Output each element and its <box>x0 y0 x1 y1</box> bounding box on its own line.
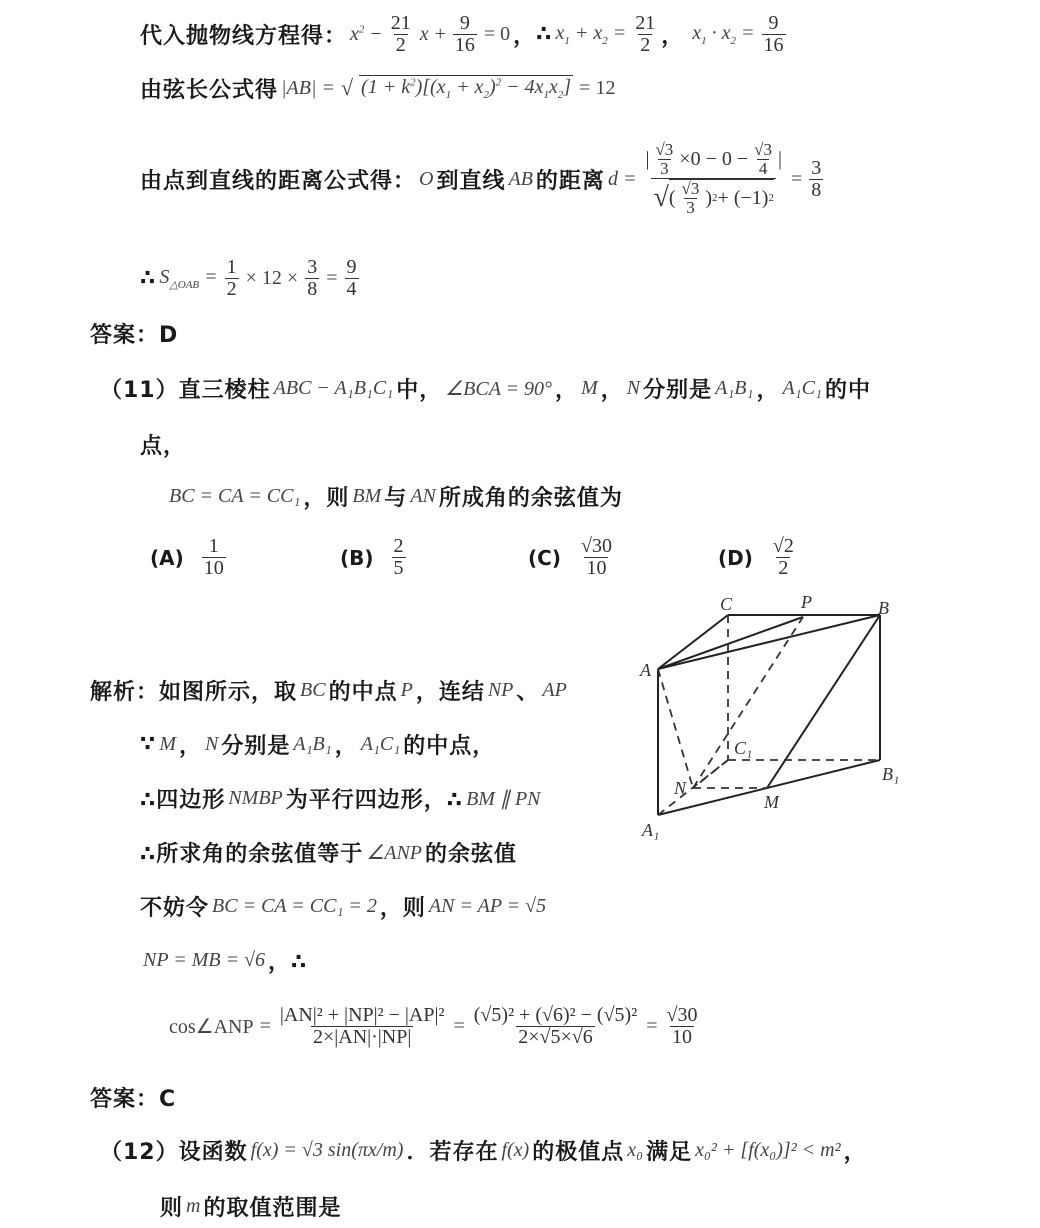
math-O: O <box>419 167 434 190</box>
math-P: P <box>400 678 413 701</box>
analysis-line-4 <box>140 834 517 870</box>
because-symbol: ∵ <box>140 731 157 757</box>
label-A1: A₁ <box>642 820 660 840</box>
label-C: C <box>720 594 733 614</box>
math-parallel: BM ∥ PN <box>466 787 541 810</box>
question-11-line-3 <box>166 478 623 514</box>
minus: − <box>370 22 382 45</box>
answer-label: 答案：C <box>90 1086 177 1112</box>
fraction-cos-law: $\frac{\text{|AN|² + |NP|² − |AP|²}}{2\times|AN|\cdot|NP|}$ <box>279 1003 445 1048</box>
math-eq: NP = MB = √6 <box>143 948 266 971</box>
fraction-1-2: $\frac{1}{2}$ <box>226 255 237 300</box>
label-P: P <box>801 592 812 612</box>
math-area: $S_{\triangle OAB}$ = <box>159 265 218 291</box>
prism-diagram <box>636 592 906 852</box>
math-abs-ab: |AB| = <box>281 76 335 99</box>
text: 的余弦值 <box>425 841 518 867</box>
text: ，∴ <box>268 949 308 975</box>
text: 点， <box>140 433 187 459</box>
comma: ， <box>334 733 358 759</box>
math-cos: cos∠ANP <box>169 1015 254 1038</box>
text: 为平行四边形，∴ <box>285 787 464 813</box>
text: 与 <box>384 485 408 511</box>
analysis-line-7 <box>166 996 703 1056</box>
fraction-21-2: $\frac{21}{2}$ <box>390 11 411 56</box>
option-label: (C) <box>528 545 561 570</box>
fraction-3-8: $\frac{3}{8}$ <box>307 255 318 300</box>
text: 分别是 <box>643 377 713 403</box>
math-M: M <box>581 376 598 399</box>
label-N: N <box>674 778 687 798</box>
answer-d <box>90 316 178 350</box>
answer-label: 答案：D <box>90 322 179 348</box>
analysis-line-5 <box>140 888 549 924</box>
comma: ， <box>756 377 780 403</box>
text: ．若存在 <box>406 1139 499 1165</box>
label-M: M <box>764 792 779 812</box>
comma: ， <box>178 733 202 759</box>
text: 的中点， <box>403 733 496 759</box>
label-A: A <box>640 660 651 680</box>
math-x-squared: $x^2$ <box>350 22 365 45</box>
math-A1C1: A₁C₁ <box>360 732 401 755</box>
math-inequality: x₀² + [f(x₀)]² < m² <box>695 1138 841 1161</box>
text: 则 <box>160 1195 184 1221</box>
math-BC: BC <box>300 678 326 701</box>
text: 代入抛物线方程得： <box>140 23 348 49</box>
solution-line-1 <box>140 8 790 60</box>
equals: = <box>646 1014 658 1037</box>
math-NMBP: NMBP <box>228 786 283 809</box>
math-AB: AB <box>508 167 533 190</box>
comma: ， <box>600 377 624 403</box>
text: 满足 <box>646 1139 693 1165</box>
math-AP: AP <box>542 678 567 701</box>
option-label: (A) <box>150 545 184 570</box>
math-N: N <box>205 732 219 755</box>
option-label: (D) <box>718 545 753 570</box>
fraction-9-16: $\frac{9}{16}$ <box>454 11 475 56</box>
text: 由弦长公式得 <box>140 77 279 103</box>
fraction-result: $\frac{√30}{10}$ <box>666 1003 698 1048</box>
math-sum: $x_1 + x_2$ = <box>555 21 627 47</box>
question-number: （12） <box>100 1139 179 1165</box>
text: ， <box>843 1139 867 1165</box>
math-d: d = <box>607 167 637 190</box>
question-11-line-1 <box>100 370 871 406</box>
option-c <box>528 536 618 579</box>
math-fx: f(x) <box>501 1138 530 1161</box>
option-value: $\frac{1}{10}$ <box>203 535 224 579</box>
comma: ， <box>661 23 685 49</box>
option-b <box>340 536 410 579</box>
math-x: x <box>419 22 429 45</box>
analysis-line-1 <box>90 672 570 708</box>
text: 解析：如图所示，取 <box>90 679 298 705</box>
label-C1: C₁ <box>734 738 753 758</box>
text: ，则 <box>379 895 426 921</box>
text: 的距离 <box>535 168 605 194</box>
math-x0: x₀ <box>627 1138 644 1161</box>
equals: = <box>791 167 803 190</box>
fraction-distance: | $\frac{√3}{3}$ ×0 − 0 − $\frac{√3}{4}$ | √ ( $\frac{√3}{3}$ ) 2 + (−1) 2 <box>645 140 782 217</box>
math-N: N <box>626 376 641 399</box>
fraction-21-2b: $\frac{21}{2}$ <box>635 11 656 56</box>
analysis-line-2 <box>140 726 495 762</box>
text: ，连结 <box>415 679 485 705</box>
solution-line-4 <box>140 250 363 306</box>
text: ，则 <box>303 485 350 511</box>
question-12-line-1 <box>100 1130 867 1170</box>
math-function: f(x) = √3 sin(πx/m) <box>250 1138 404 1161</box>
fraction-3-8: $\frac{3}{8}$ <box>811 156 822 201</box>
text: ， <box>555 377 579 403</box>
math-BM: BM <box>352 484 382 507</box>
math-eq1: BC = CA = CC₁ = 2 <box>212 894 377 917</box>
text: ∴所求角的余弦值等于 <box>140 841 364 867</box>
option-value: $\frac{√2}{2}$ <box>772 535 794 579</box>
text: 的取值范围是 <box>203 1195 342 1221</box>
question-12-line-2 <box>160 1188 341 1224</box>
text: 到直线 <box>436 168 506 194</box>
analysis-line-3 <box>140 780 544 816</box>
text: 不妨令 <box>140 895 210 921</box>
text: 的极值点 <box>532 1139 625 1165</box>
text: 的中点 <box>328 679 398 705</box>
math-eq2: AN = AP = √5 <box>428 894 547 917</box>
text: 所成角的余弦值为 <box>438 485 623 511</box>
math-AN: AN <box>410 484 436 507</box>
equals: = <box>453 1014 465 1037</box>
option-d <box>718 536 800 579</box>
label-B: B <box>878 598 889 618</box>
text: 由点到直线的距离公式得： <box>140 168 417 194</box>
math-NP: NP <box>487 678 514 701</box>
math-angle-ANP: ∠ANP <box>366 841 423 864</box>
math-A1C1: A₁C₁ <box>782 376 822 399</box>
math-prism: ABC − A₁B₁C₁ <box>273 376 394 399</box>
option-value: $\frac{√30}{10}$ <box>580 535 612 579</box>
math-A1B1: A₁B₁ <box>715 376 754 399</box>
math-condition: BC = CA = CC₁ <box>169 484 301 507</box>
fraction-9-16b: $\frac{9}{16}$ <box>763 11 784 56</box>
text: 分别是 <box>221 733 291 759</box>
option-a <box>150 536 230 579</box>
math-product: $x_1 \cdot x_2$ = <box>692 21 755 47</box>
math-m: m <box>186 1194 201 1217</box>
text: 的中 <box>824 377 871 403</box>
question-number: （11） <box>100 377 179 403</box>
math-A1B1: A₁B₁ <box>293 732 332 755</box>
therefore-symbol: ∴ <box>536 21 553 47</box>
label-B1: B₁ <box>882 764 900 784</box>
solution-line-2 <box>140 66 618 110</box>
solution-line-3 <box>140 118 827 240</box>
text: 设函数 <box>178 1139 248 1165</box>
math-angle: ∠BCA = 90° <box>445 377 553 400</box>
fraction-9-4: $\frac{9}{4}$ <box>346 255 357 300</box>
text: 中， <box>396 377 443 403</box>
sqrt-chord: √ $(1 + k^2)[(x_1 + x_2)^2 - 4x_1x_2]$ <box>340 75 572 101</box>
times-12: × 12 × <box>245 266 299 289</box>
eq-zero: = 0 <box>483 22 511 45</box>
equals: = <box>326 266 338 289</box>
text: 直三棱柱 <box>178 377 271 403</box>
eq-12: = 12 <box>579 76 616 99</box>
comma: ， <box>513 23 537 49</box>
text: 、 <box>516 679 540 705</box>
answer-c <box>90 1080 176 1114</box>
option-label: (B) <box>340 545 374 570</box>
text: ∴四边形 <box>140 787 226 813</box>
analysis-line-6 <box>140 942 307 978</box>
fraction-substituted: $\frac{\text{(√5)² + (√6)² − (√5)²}}{2\times√5\times√6}$ <box>473 1003 638 1048</box>
option-value: $\frac{2}{5}$ <box>393 535 404 579</box>
equals: = <box>259 1014 271 1037</box>
plus: + <box>434 22 446 45</box>
question-11-line-2 <box>140 426 186 462</box>
therefore-symbol: ∴ <box>140 265 157 291</box>
math-M: M <box>159 732 176 755</box>
